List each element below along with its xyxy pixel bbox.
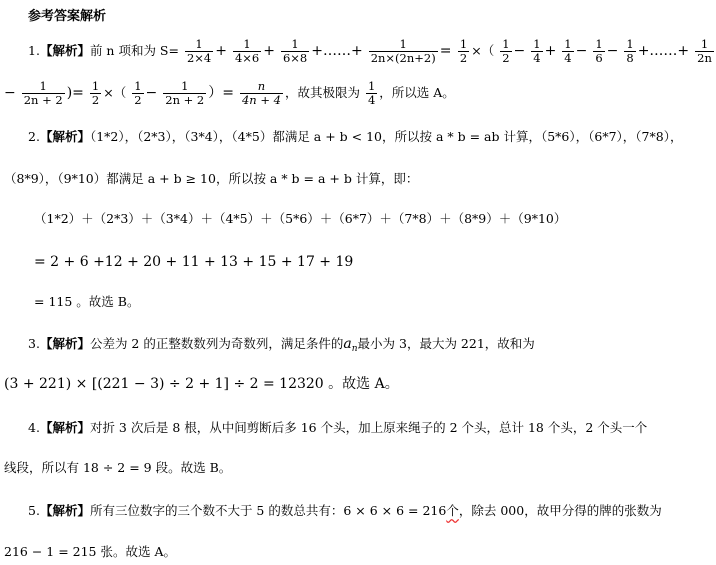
q1-frac-a2: $\frac{1}{4}$: [533, 37, 541, 65]
q1-frac-half: $\frac{1}{2}$: [459, 37, 468, 65]
q1-frac-b1: $\frac{1}{2n + 2}$: [23, 79, 63, 107]
q1-intro: 前 n 项和为 S=: [89, 43, 179, 58]
q2-text-4: = 2 + 6 +12 + 20 + 11 + 13 + 15 + 17 + 19: [34, 254, 354, 270]
q1-frac-b2: $\frac{1}{2}$: [91, 79, 100, 107]
q1-frac-b3: $\frac{1}{2}$: [134, 79, 142, 107]
q3-line-2: [4, 376, 399, 392]
q1-frac-4: $\frac{1}{2n\times(2n+2)}$: [370, 37, 436, 65]
q1-frac-b5: $\frac{n}{4n + 4}$: [241, 79, 281, 107]
q1-frac-2: $\frac{1}{4\times 6}$: [234, 37, 260, 65]
q3-an: a: [343, 336, 352, 352]
q1-line-1: 1.【解析】前 n 项和为 S= $\frac{1}{2\times 4}$ + $\frac{1}{4\times 6}$ + $\frac{1}{6\times 8}$ +……+ $\frac{1}{2n\times(2n+2)}$ = $\frac{1}{2}$ ×（ $\frac{1}{2}$ − $\frac{1}{4}$ + $\frac{1}{4}$ − $\frac{1}{6}$ − $\frac{1}{8}$ +……+ $\frac{1}{2n}$: [28, 37, 712, 65]
q1-tail-2: ，所以选 A。: [379, 85, 455, 100]
q1-tag: 【解析】: [39, 43, 90, 58]
q1-frac-a3: $\frac{1}{4}$: [564, 37, 572, 65]
q1-frac-a4: $\frac{1}{6}$: [595, 37, 603, 65]
q3-line-1: 3.【解析】公差为 2 的正整数数列为奇数列，满足条件的$a_n$最小为 3，最大为 221，故和为: [28, 336, 535, 354]
q2-text-5: = 115 。故选 B。: [34, 294, 140, 309]
q5-spell-mark: 个: [446, 503, 459, 518]
q4-line-2: [4, 460, 231, 476]
q2-text-1: （1*2），（2*3），（3*4），（4*5）都满足 a + b < 10，所以按 a * b = ab 计算，（5*6），（6*7），（7*8），: [89, 129, 683, 144]
q2-line-3: [34, 211, 566, 227]
q5-line-2: [4, 544, 176, 560]
q2-line-4: [34, 254, 353, 270]
q2-line-5: [34, 294, 139, 310]
q1-frac-a5: $\frac{1}{8}$: [626, 37, 634, 65]
q1-frac-a6: $\frac{1}{2n}$: [697, 37, 712, 65]
page-title: 参考答案解析: [28, 9, 107, 24]
q2-text-2: （8*9），（9*10）都满足 a + b ≥ 10，所以按 a * b = a + b 计算，即：: [4, 171, 419, 186]
q1-frac-b4: $\frac{1}{2n + 2}$: [165, 79, 205, 107]
q2-line-1: 2.【解析】（1*2），（2*3），（3*4），（4*5）都满足 a + b < 10，所以按 a * b = ab 计算，（5*6），（6*7），（7*8），: [28, 129, 683, 144]
q1-frac-b6: $\frac{1}{4}$: [367, 79, 376, 107]
q1-frac-a1: $\frac{1}{2}$: [502, 37, 510, 65]
q4-text-1: 对折 3 次后是 8 根，从中间剪断后多 16 个头，加上原来绳子的 2 个头，总计 18 个头，2 个头一个: [89, 420, 648, 435]
q5-text-2: 216 − 1 = 215 张。故选 A。: [4, 544, 176, 559]
q3-text-2: (3 + 221) × [(221 − 3) ÷ 2 + 1] ÷ 2 = 12320 。故选 A。: [4, 376, 399, 392]
q2-text-3: （1*2）＋（2*3）＋（3*4）＋（4*5）＋（5*6）＋（6*7）＋（7*8）＋（8*9）＋（9*10）: [34, 211, 567, 226]
q1-line-2: − $\frac{1}{2n + 2}$ )= $\frac{1}{2}$ ×（ $\frac{1}{2}$ − $\frac{1}{2n + 2}$ ）= $\frac{n}{4n + 4}$ ，故其极限为 $\frac{1}{4}$ ，所以选 A。: [4, 79, 455, 107]
q1-tail-1: ，故其极限为: [284, 85, 360, 100]
q5-line-1: 5.【解析】所有三位数字的三个数不大于 5 的数总共有：6 × 6 × 6 = 216个，除去 000，故甲分得的牌的张数为: [28, 503, 662, 518]
q1-frac-3: $\frac{1}{6\times 8}$: [282, 37, 308, 65]
q4-text-2: 线段，所以有 18 ÷ 2 = 9 段。故选 B。: [4, 460, 232, 475]
q2-line-2: [4, 171, 418, 187]
q4-line-1: 4.【解析】对折 3 次后是 8 根，从中间剪断后多 16 个头，加上原来绳子的 2 个头，总计 18 个头，2 个头一个: [28, 420, 648, 435]
q1-number: 1.: [28, 43, 40, 58]
q1-frac-1: $\frac{1}{2\times 4}$: [186, 37, 212, 65]
